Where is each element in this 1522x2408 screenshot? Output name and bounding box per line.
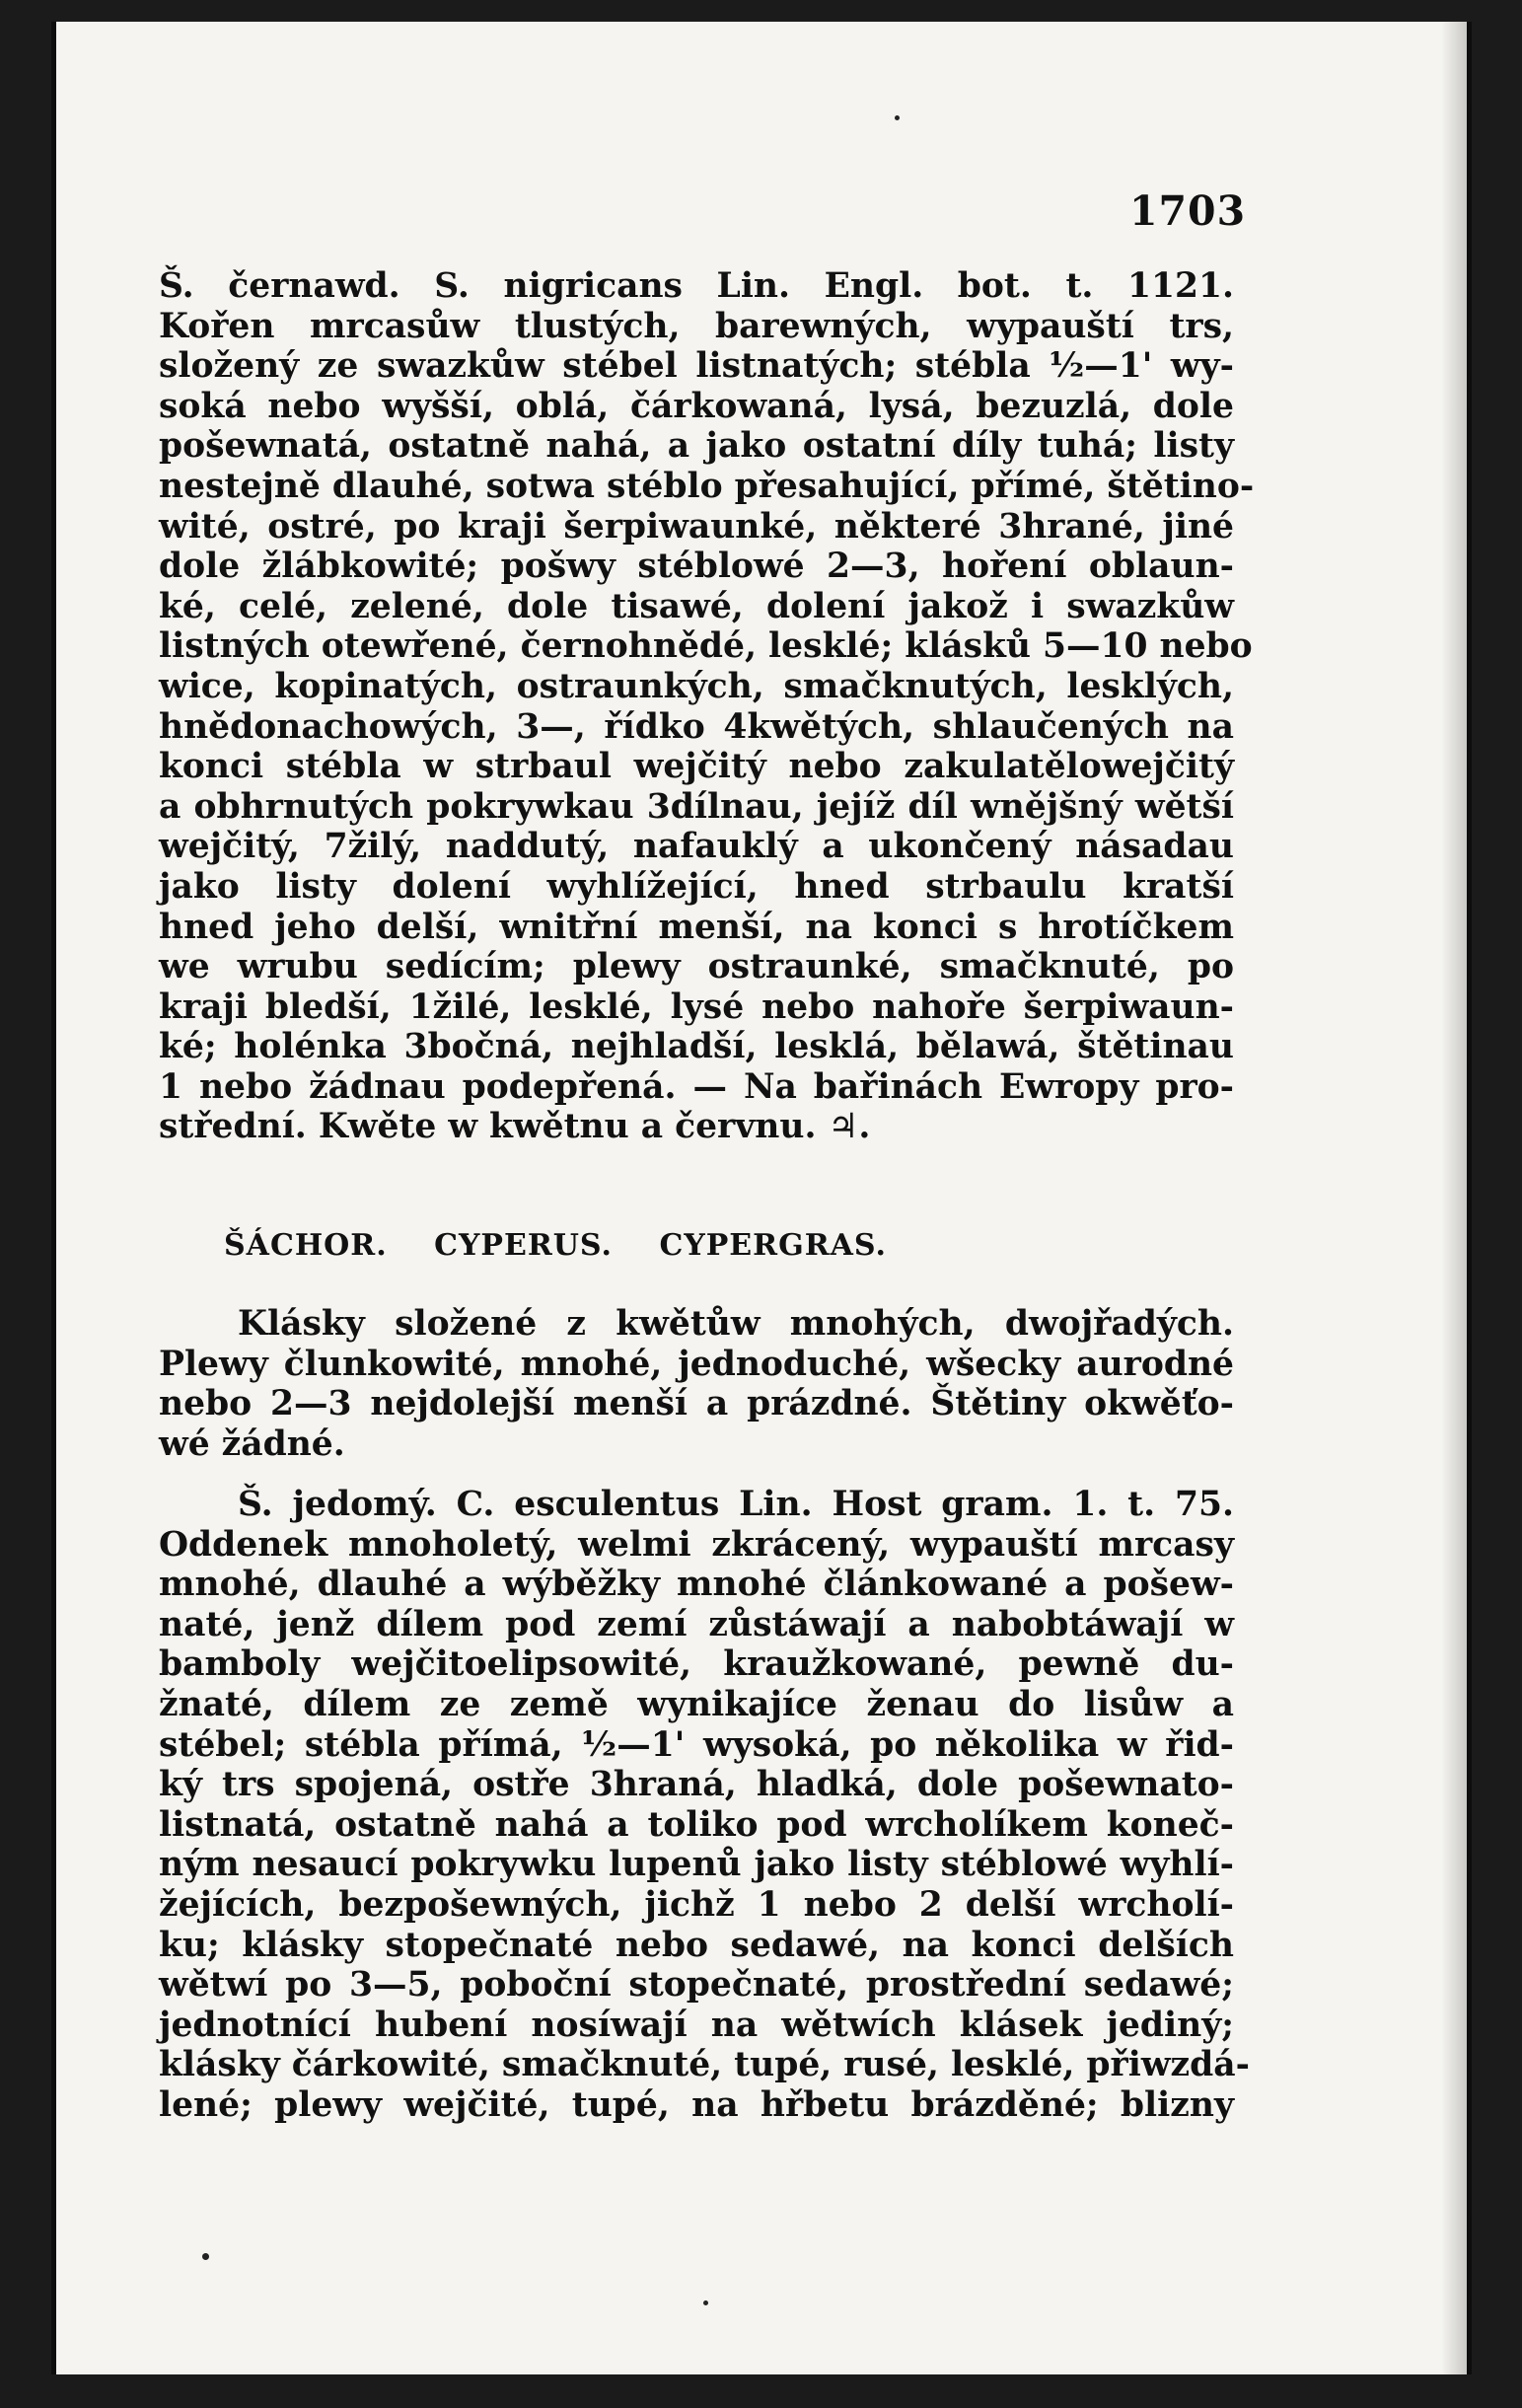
text-line: střední. Kwěte w kwětnu a červnu. ♃. [159, 1107, 871, 1147]
genus-heading [224, 1228, 922, 1263]
text-line: wité, ostré, po kraji šerpiwaunké, některé 3hrané, jiné [159, 506, 1234, 547]
text-line: konci stébla w strbaul wejčitý nebo zakulatělowejčitý [159, 747, 1234, 787]
text-line: 1 nebo žádnau podepřená. — Na bařinách Ewropy pro- [159, 1066, 1234, 1107]
page-number: 1703 [1129, 187, 1247, 235]
page-edge-shadow [1441, 22, 1467, 2374]
text-line: wejčitý, 7žilý, naddutý, nafauklý a ukončený násadau [159, 827, 1234, 867]
genus-name-german: CYPERGRAS. [659, 1228, 887, 1263]
text-line: mnohé, dlauhé a wýběžky mnohé článkowané a pošew- [159, 1565, 1234, 1605]
genus-name-czech: ŠÁCHOR. [224, 1228, 388, 1263]
text-line: ným nesaucí pokrywku lupenů jako listy stéblowé wyhlí- [159, 1845, 1234, 1885]
text-line: jednotnící hubení nosíwají na wětwích klásek jediný; [159, 2005, 1234, 2045]
print-speck [703, 2300, 708, 2305]
text-line: wětwí po 3—5, poboční stopečnaté, prostřední sedawé; [159, 1965, 1234, 2006]
text-line: Oddenek mnoholetý, welmi zkrácený, wypauští mrcasy [159, 1524, 1234, 1565]
genus-description [159, 1304, 1234, 1464]
text-line: složený ze swazkůw stébel listnatých; stébla ½—1' wy- [159, 346, 1234, 387]
text-line: lené; plewy wejčité, tupé, na hřbetu brázděné; blizny [159, 2084, 1234, 2125]
text-line: žejících, bezpošewných, jichž 1 nebo 2 delší wrcholí- [159, 1884, 1234, 1925]
text-line: Š. jedomý. C. esculentus Lin. Host gram. 1. t. 75. [238, 1485, 1234, 1524]
text-line: listných otewřené, černohnědé, lesklé; klásků 5—10 nebo [159, 626, 1253, 667]
text-line: a obhrnutých pokrywkau 3dílnau, jejíž díl wnějšný wětší [159, 786, 1234, 827]
text-line: bamboly wejčitoelipsowité, kraužkowané, pewně du- [159, 1644, 1234, 1685]
text-line: Plewy člunkowité, mnohé, jednoduché, wšecky aurodné [159, 1344, 1234, 1384]
text-line: nestejně dlauhé, sotwa stéblo přesahující, přímé, štětino- [159, 466, 1255, 506]
text-line: dole žlábkowité; pošwy stéblowé 2—3, hoření oblaun- [159, 547, 1234, 587]
text-line: we wrubu sedícím; plewy ostraunké, smačknuté, po [159, 947, 1234, 987]
text-line: naté, jenž dílem pod zemí zůstáwají a nabobtáwají w [159, 1604, 1234, 1644]
book-page [51, 22, 1472, 2374]
text-line: kraji bledší, 1žilé, lesklé, lysé nebo nahoře šerpiwaun- [159, 986, 1234, 1027]
text-line: klásky čárkowité, smačknuté, tupé, rusé, lesklé, přiwzdá- [159, 2045, 1250, 2085]
text-line: wice, kopinatých, ostraunkých, smačknutých, lesklých, [159, 666, 1234, 706]
text-line: ké; holénka 3bočná, nejhladší, lesklá, bělawá, štětinau [159, 1027, 1234, 1067]
text-line: ké, celé, zelené, dole tisawé, dolení jakož i swazkůw [159, 586, 1234, 626]
text-line: hned jeho delší, wnitřní menší, na konci s hrotíčkem [159, 907, 1234, 947]
text-line: Š. černawd. S. nigricans Lin. Engl. bot. t. 1121. [159, 266, 1234, 306]
text-line: soká nebo wyšší, oblá, čárkowaná, lysá, bezuzlá, dole [159, 386, 1234, 426]
text-line: nebo 2—3 nejdolejší menší a prázdné. Štětiny okwěťo- [159, 1384, 1234, 1424]
print-speck [895, 115, 900, 120]
species-entry-esculentus [159, 1485, 1250, 2126]
text-line: Klásky složené z kwětůw mnohých, dwojřadých. [238, 1304, 1234, 1344]
text-line: jako listy dolení wyhlížející, hned strbaulu kratší [159, 866, 1234, 907]
text-line: wé žádné. [159, 1423, 345, 1464]
species-entry-nigricans [159, 266, 1255, 1147]
text-line: ku; klásky stopečnaté nebo sedawé, na konci delších [159, 1925, 1234, 1965]
print-speck [202, 2253, 209, 2260]
text-line: ký trs spojená, ostře 3hraná, hladká, dole pošewnato- [159, 1765, 1234, 1805]
text-line: hnědonachowých, 3—, řídko 4kwětých, shlaučených na [159, 706, 1234, 747]
genus-name-latin: CYPERUS. [434, 1228, 613, 1263]
text-line: listnatá, ostatně nahá a toliko pod wrcholíkem koneč- [159, 1804, 1234, 1845]
text-line: Kořen mrcasůw tlustých, barewných, wypauští trs, [159, 306, 1234, 346]
text-line: stébel; stébla přímá, ½—1' wysoká, po několika w řid- [159, 1724, 1234, 1765]
text-line: pošewnatá, ostatně nahá, a jako ostatní díly tuhá; listy [159, 426, 1234, 467]
text-line: žnaté, dílem ze země wynikajíce ženau do lisůw a [159, 1684, 1234, 1724]
